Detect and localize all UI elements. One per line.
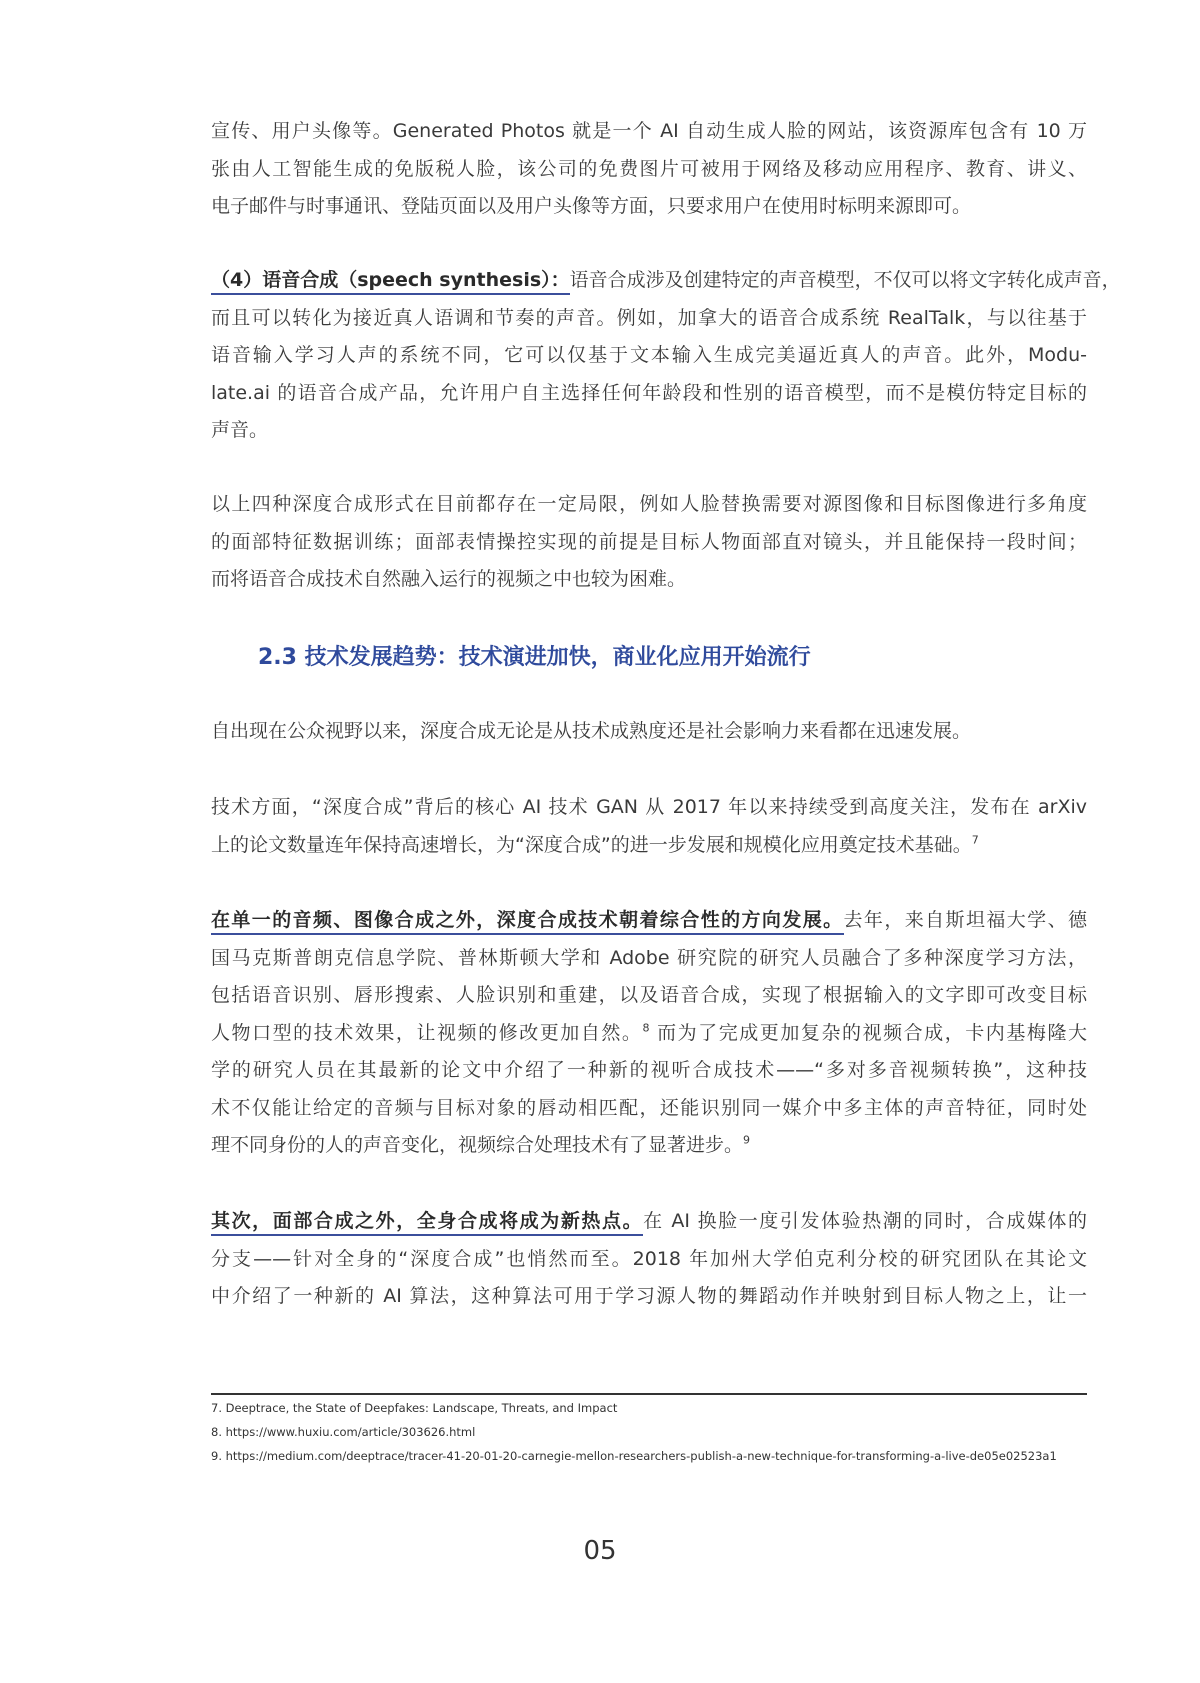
text-line	[211, 1127, 1087, 1165]
footnote-7: 7. Deeptrace, the State of Deepfakes: Landscape, Threats, and Impact	[211, 1401, 618, 1415]
text-line	[211, 337, 1087, 375]
text-line	[211, 1090, 1087, 1128]
paragraph	[211, 262, 1121, 450]
text-span: 而且可以转化为接近真人语调和节奏的声音。例如，加拿大的语音合成系统 RealTalk，与以往基于	[211, 306, 1087, 329]
text-span: 电子邮件与时事通讯、登陆页面以及用户头像等方面，只要求用户在使用时标明来源即可。	[211, 195, 972, 217]
text-line	[211, 113, 1087, 151]
text-line	[211, 486, 1087, 524]
text-span: 术不仅能让给定的音频与目标对象的唇动相匹配，还能识别同一媒介中多主体的声音特征，同时处	[211, 1096, 1087, 1119]
section-heading: 2.3 技术发展趋势：技术演进加快，商业化应用开始流行	[258, 645, 811, 670]
text-span: 国马克斯普朗克信息学院、普林斯顿大学和 Adobe 研究院的研究人员融合了多种深度学习方法，	[211, 946, 1087, 969]
text-line	[211, 524, 1087, 562]
page-number: 05	[583, 1536, 617, 1566]
text-line	[211, 902, 1087, 940]
text-span: 而为了完成更加复杂的视频合成，卡内基梅隆大	[649, 1021, 1087, 1044]
text-span: 语音合成涉及创建特定的声音模型，不仅可以将文字转化成声音，	[569, 269, 1121, 291]
footnote-divider	[211, 1393, 1087, 1395]
text-span: 技术方面，“深度合成”背后的核心 AI 技术 GAN 从 2017 年以来持续受到高度关注，发布在 arXiv	[211, 796, 1087, 818]
footnote-8: 8. https://www.huxiu.com/article/303626.html	[211, 1425, 476, 1439]
text-line	[211, 789, 1087, 827]
lead-phrase: （4）语音合成（speech synthesis）：	[211, 269, 570, 295]
text-span: 在 AI 换脸一度引发体验热潮的同时，合成媒体的	[643, 1210, 1087, 1232]
text-span: 自出现在公众视野以来，深度合成无论是从技术成熟度还是社会影响力来看都在迅速发展。	[211, 720, 972, 742]
text-span: 以上四种深度合成形式在目前都存在一定局限，例如人脸替换需要对源图像和目标图像进行多角度	[211, 493, 1087, 515]
text-line	[211, 940, 1087, 978]
text-span: late.ai 的语音合成产品，允许用户自主选择任何年龄段和性别的语音模型，而不是模仿特定目标的	[211, 381, 1087, 404]
text-line	[211, 827, 1087, 865]
text-span: 理不同身份的人的声音变化，视频综合处理技术有了显著进步。	[211, 1134, 744, 1156]
paragraph	[211, 113, 1087, 226]
paragraph	[211, 713, 1087, 751]
text-span: 包括语音识别、唇形搜索、人脸识别和重建，以及语音合成，实现了根据输入的文字即可改变目标	[211, 984, 1087, 1006]
text-line	[211, 1241, 1087, 1279]
text-span: 张由人工智能生成的免版税人脸，该公司的免费图片可被用于网络及移动应用程序、教育、讲义、	[211, 157, 1087, 180]
lead-phrase: 其次，面部合成之外，全身合成将成为新热点。	[211, 1210, 643, 1236]
text-span: 中介绍了一种新的 AI 算法，这种算法可用于学习源人物的舞蹈动作并映射到目标人物之上，让一	[211, 1285, 1087, 1307]
text-line	[211, 375, 1087, 413]
paragraph	[211, 902, 1087, 1165]
text-line	[211, 151, 1087, 189]
text-span: 宣传、用户头像等。Generated Photos 就是一个 AI 自动生成人脸的网站，该资源库包含有 10 万	[211, 120, 1087, 142]
text-line	[211, 300, 1087, 338]
text-line	[211, 188, 1087, 226]
text-line	[211, 561, 1087, 599]
text-span: 学的研究人员在其最新的论文中介绍了一种新的视听合成技术——“多对多音视频转换”，这种技	[211, 1059, 1087, 1081]
text-span: 语音输入学习人声的系统不同，它可以仅基于文本输入生成完美逼近真人的声音。此外，Modu-	[211, 344, 1087, 366]
text-span: 的面部特征数据训练；面部表情操控实现的前提是目标人物面部直对镜头，并且能保持一段时间；	[211, 530, 1087, 553]
text-line	[211, 1278, 1087, 1316]
text-span: 上的论文数量连年保持高速增长，为“深度合成”的进一步发展和规模化应用奠定技术基础。	[211, 833, 972, 856]
footnote-ref: 9	[743, 1133, 751, 1147]
text-line	[211, 1203, 1087, 1241]
paragraph	[211, 486, 1087, 599]
footnote-ref: 7	[971, 833, 979, 847]
text-span: 分支——针对全身的“深度合成”也悄然而至。2018 年加州大学伯克利分校的研究团队在其论文	[211, 1247, 1087, 1270]
paragraph	[211, 789, 1087, 864]
text-line	[211, 1015, 1087, 1053]
text-line	[211, 262, 1121, 300]
footnote-9: 9. https://medium.com/deeptrace/tracer-41-20-01-20-carnegie-mellon-researchers-publish-a-new-technique-for-transforming-a-live-de05e02523a1	[211, 1449, 1057, 1463]
text-line	[211, 1052, 1087, 1090]
footnote-ref: 8	[642, 1021, 650, 1035]
text-span: 人物口型的技术效果，让视频的修改更加自然。	[211, 1021, 643, 1044]
text-span: 声音。	[211, 419, 269, 441]
paragraph	[211, 1203, 1087, 1316]
lead-phrase: 在单一的音频、图像合成之外，深度合成技术朝着综合性的方向发展。	[211, 909, 844, 935]
text-span: 去年，来自斯坦福大学、德	[843, 909, 1087, 931]
text-line	[211, 412, 1087, 450]
text-line	[211, 713, 1087, 751]
text-span: 而将语音合成技术自然融入运行的视频之中也较为困难。	[211, 568, 687, 590]
text-line	[211, 977, 1087, 1015]
